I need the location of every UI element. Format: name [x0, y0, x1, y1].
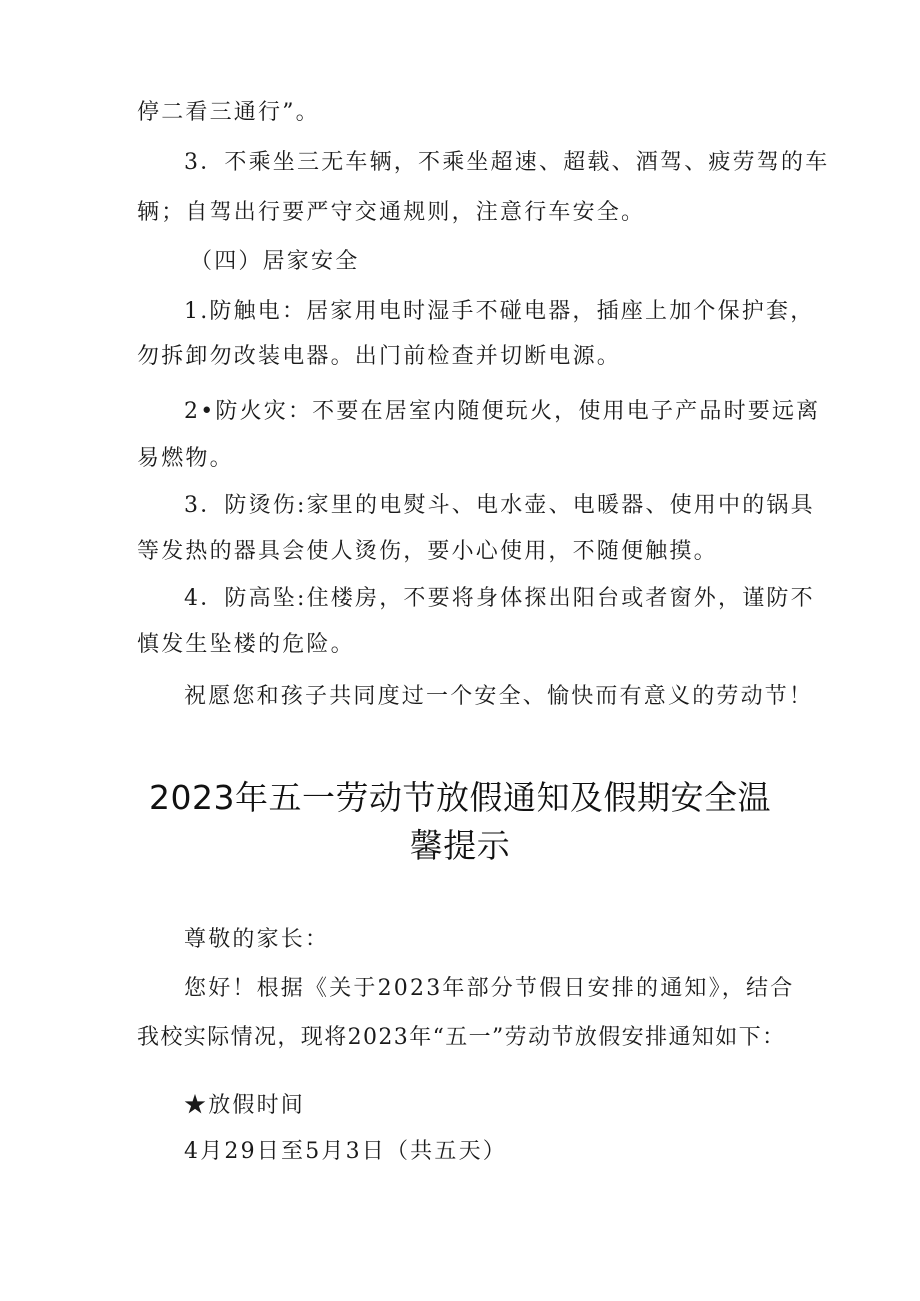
intro-line-2: 我校实际情况，现将2023年“五一”劳动节放假安排通知如下：: [137, 1025, 786, 1050]
traffic-item-3-line-2: 辆；自驾出行要严守交通规则，注意行车安全。: [137, 200, 646, 225]
closing-wish: 祝愿您和孩子共同度过一个安全、愉快而有意义的劳动节！: [184, 684, 814, 709]
traffic-item-3-line-1: 3．不乘坐三无车辆，不乘坐超速、超载、酒驾、疲劳驾的车: [184, 150, 830, 175]
intro-line-1: 您好！根据《关于2023年部分节假日安排的通知》，结合: [184, 976, 795, 1001]
holiday-dates: 4月29日至5月3日（共五天）: [184, 1139, 507, 1164]
paragraph-line: 停二看三通行”。: [137, 100, 320, 125]
home-item-4-line-1: 4．防高坠:住楼房，不要将身体探出阳台或者窗外，谨防不: [184, 586, 815, 611]
home-item-1-line-2: 勿拆卸勿改装电器。出门前检查并切断电源。: [137, 344, 622, 369]
home-item-2-line-1: 2•防火灾：不要在居室内随便玩火，使用电子产品时要远离: [184, 399, 821, 424]
home-item-3-line-1: 3．防烫伤:家里的电熨斗、电水壶、电暖器、使用中的锅具: [184, 493, 815, 518]
salutation: 尊敬的家长：: [184, 927, 330, 952]
home-item-2-line-2: 易燃物。: [137, 446, 234, 471]
holiday-time-heading: ★放假时间: [184, 1093, 306, 1118]
notice-title-line-2: 馨提示: [409, 826, 511, 865]
home-item-1-line-1: 1.防触电：居家用电时湿手不碰电器，插座上加个保护套，: [184, 299, 815, 324]
home-item-4-line-2: 慎发生坠楼的危险。: [137, 632, 355, 657]
notice-title-line-1: 2023年五一劳动节放假通知及假期安全温: [149, 778, 771, 817]
section-heading-home-safety: （四）居家安全: [190, 249, 360, 274]
home-item-3-line-2: 等发热的器具会使人烫伤，要小心使用，不随便触摸。: [137, 539, 718, 564]
